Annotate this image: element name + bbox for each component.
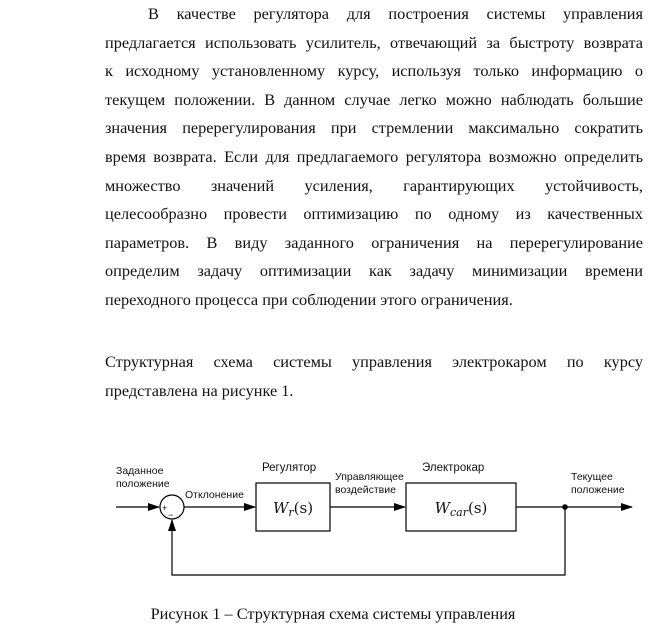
feedback-path [172,507,565,575]
text-line: переходного процесса при соблюдении этого ограничения. [105,289,513,309]
block-diagram [0,450,666,585]
text-line: текущем положении. В данном случае легко можно наблюдать большие [105,89,643,109]
paragraph-1 [105,0,643,315]
text-line: представлена на рисунке 1. [105,380,294,400]
branch-point [562,504,568,510]
plus-sign: + [162,503,168,513]
error-label: Отклонение [185,489,244,501]
input-label-line1: Заданное [116,465,164,477]
plant-title: Электрокар [422,462,485,474]
control-label-line2: воздействие [335,484,396,496]
text-line: параметров. В виду заданного ограничения на перерегулирование [105,232,643,252]
text-line: Структурная схема системы управления электрокаром по курсу [105,352,643,371]
minus-sign: − [168,510,174,520]
text-line: значения перерегулирования при стремлении максимально сократить [105,118,643,138]
controller-transfer-function: $W_r(s)$ [272,499,314,519]
text-line: множество значений усиления, гарантирующих устойчивость, [105,175,643,195]
controller-title: Регулятор [262,462,317,474]
text-line: целесообразно провести оптимизацию по одному из качественных [105,204,643,224]
plant-transfer-function: $W_{car}(s)$ [434,499,488,519]
text-line: В качестве регулятора для построения системы управления [148,4,643,23]
text-line: определим задачу оптимизации как задачу минимизации времени [105,261,643,281]
figure-caption: Рисунок 1 – Структурная схема системы управления [150,604,516,623]
text-line: время возврата. Если для предлагаемого регулятора возможно определить [105,146,643,166]
paragraph-2 [105,348,643,405]
text-line: к исходному установленному курсу, используя только информацию о [105,61,643,81]
control-label-line1: Управляющее [335,471,404,483]
text-line: предлагается использовать усилитель, отвечающий за быстроту возврата [105,32,643,52]
output-label-line2: положение [571,484,625,496]
input-label-line2: положение [116,478,170,490]
output-label-line1: Текущее [571,471,613,483]
